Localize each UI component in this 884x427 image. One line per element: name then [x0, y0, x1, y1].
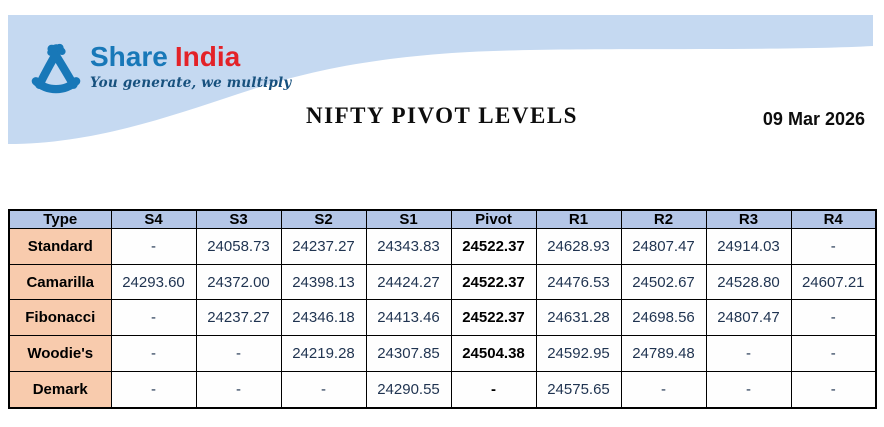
- table-cell: 24528.80: [706, 264, 791, 300]
- table-cell: 24476.53: [536, 264, 621, 300]
- table-cell: 24504.38: [451, 336, 536, 372]
- table-cell: 24413.46: [366, 300, 451, 336]
- table-body: [9, 229, 876, 409]
- table-cell: -: [706, 371, 791, 408]
- table-cell: 24522.37: [451, 229, 536, 265]
- row-label: Standard: [9, 229, 111, 265]
- table-cell: -: [791, 371, 876, 408]
- table-cell: 24237.27: [196, 300, 281, 336]
- column-header-pivot: Pivot: [451, 210, 536, 229]
- column-header-s1: S1: [366, 210, 451, 229]
- table-cell: 24346.18: [281, 300, 366, 336]
- column-header-r3: R3: [706, 210, 791, 229]
- table-cell: 24607.21: [791, 264, 876, 300]
- table-row: [9, 371, 876, 408]
- column-header-r4: R4: [791, 210, 876, 229]
- table-cell: 24789.48: [621, 336, 706, 372]
- column-header-type: Type: [9, 210, 111, 229]
- brand-tagline: You generate, we multiply: [90, 75, 292, 91]
- table-cell: 24219.28: [281, 336, 366, 372]
- table-cell: 24372.00: [196, 264, 281, 300]
- table-cell: 24698.56: [621, 300, 706, 336]
- table-cell: -: [111, 229, 196, 265]
- brand-india: India: [174, 41, 241, 72]
- brand-name: [90, 42, 291, 72]
- table-cell: 24293.60: [111, 264, 196, 300]
- table-cell: 24290.55: [366, 371, 451, 408]
- table-row: [9, 336, 876, 372]
- column-header-r1: R1: [536, 210, 621, 229]
- table-cell: -: [196, 371, 281, 408]
- table-cell: -: [791, 229, 876, 265]
- table-cell: 24807.47: [621, 229, 706, 265]
- table-cell: -: [196, 336, 281, 372]
- table-cell: 24575.65: [536, 371, 621, 408]
- report-date: 09 Mar 2026: [762, 109, 865, 129]
- table-cell: 24502.67: [621, 264, 706, 300]
- row-label: Fibonacci: [9, 300, 111, 336]
- table-cell: 24307.85: [366, 336, 451, 372]
- share-india-logo-icon: [28, 40, 84, 98]
- table-cell: -: [706, 336, 791, 372]
- table-cell: -: [111, 371, 196, 408]
- row-label: Camarilla: [9, 264, 111, 300]
- column-header-r2: R2: [621, 210, 706, 229]
- table-cell: 24631.28: [536, 300, 621, 336]
- table-cell: -: [281, 371, 366, 408]
- table-cell: -: [451, 371, 536, 408]
- column-header-s3: S3: [196, 210, 281, 229]
- table-row: [9, 264, 876, 300]
- row-label: Demark: [9, 371, 111, 408]
- pivot-levels-table: [8, 209, 877, 409]
- table-cell: 24914.03: [706, 229, 791, 265]
- table-cell: 24522.37: [451, 300, 536, 336]
- table-cell: -: [791, 300, 876, 336]
- logo-text: [90, 40, 291, 91]
- table-cell: -: [621, 371, 706, 408]
- logo: [28, 40, 291, 98]
- table-cell: 24398.13: [281, 264, 366, 300]
- table-cell: 24522.37: [451, 264, 536, 300]
- table-cell: 24424.27: [366, 264, 451, 300]
- page-title: NIFTY PIVOT LEVELS: [306, 103, 578, 128]
- table-cell: 24237.27: [281, 229, 366, 265]
- table-cell: 24058.73: [196, 229, 281, 265]
- table-cell: 24343.83: [366, 229, 451, 265]
- row-label: Woodie's: [9, 336, 111, 372]
- table-cell: -: [111, 300, 196, 336]
- table-cell: 24628.93: [536, 229, 621, 265]
- table-head: [9, 210, 876, 229]
- column-header-s2: S2: [281, 210, 366, 229]
- table-cell: -: [791, 336, 876, 372]
- brand-share: Share: [90, 41, 168, 72]
- table-cell: 24592.95: [536, 336, 621, 372]
- column-header-s4: S4: [111, 210, 196, 229]
- table-row: [9, 229, 876, 265]
- table-cell: 24807.47: [706, 300, 791, 336]
- header-row: [9, 210, 876, 229]
- table-row: [9, 300, 876, 336]
- table-cell: -: [111, 336, 196, 372]
